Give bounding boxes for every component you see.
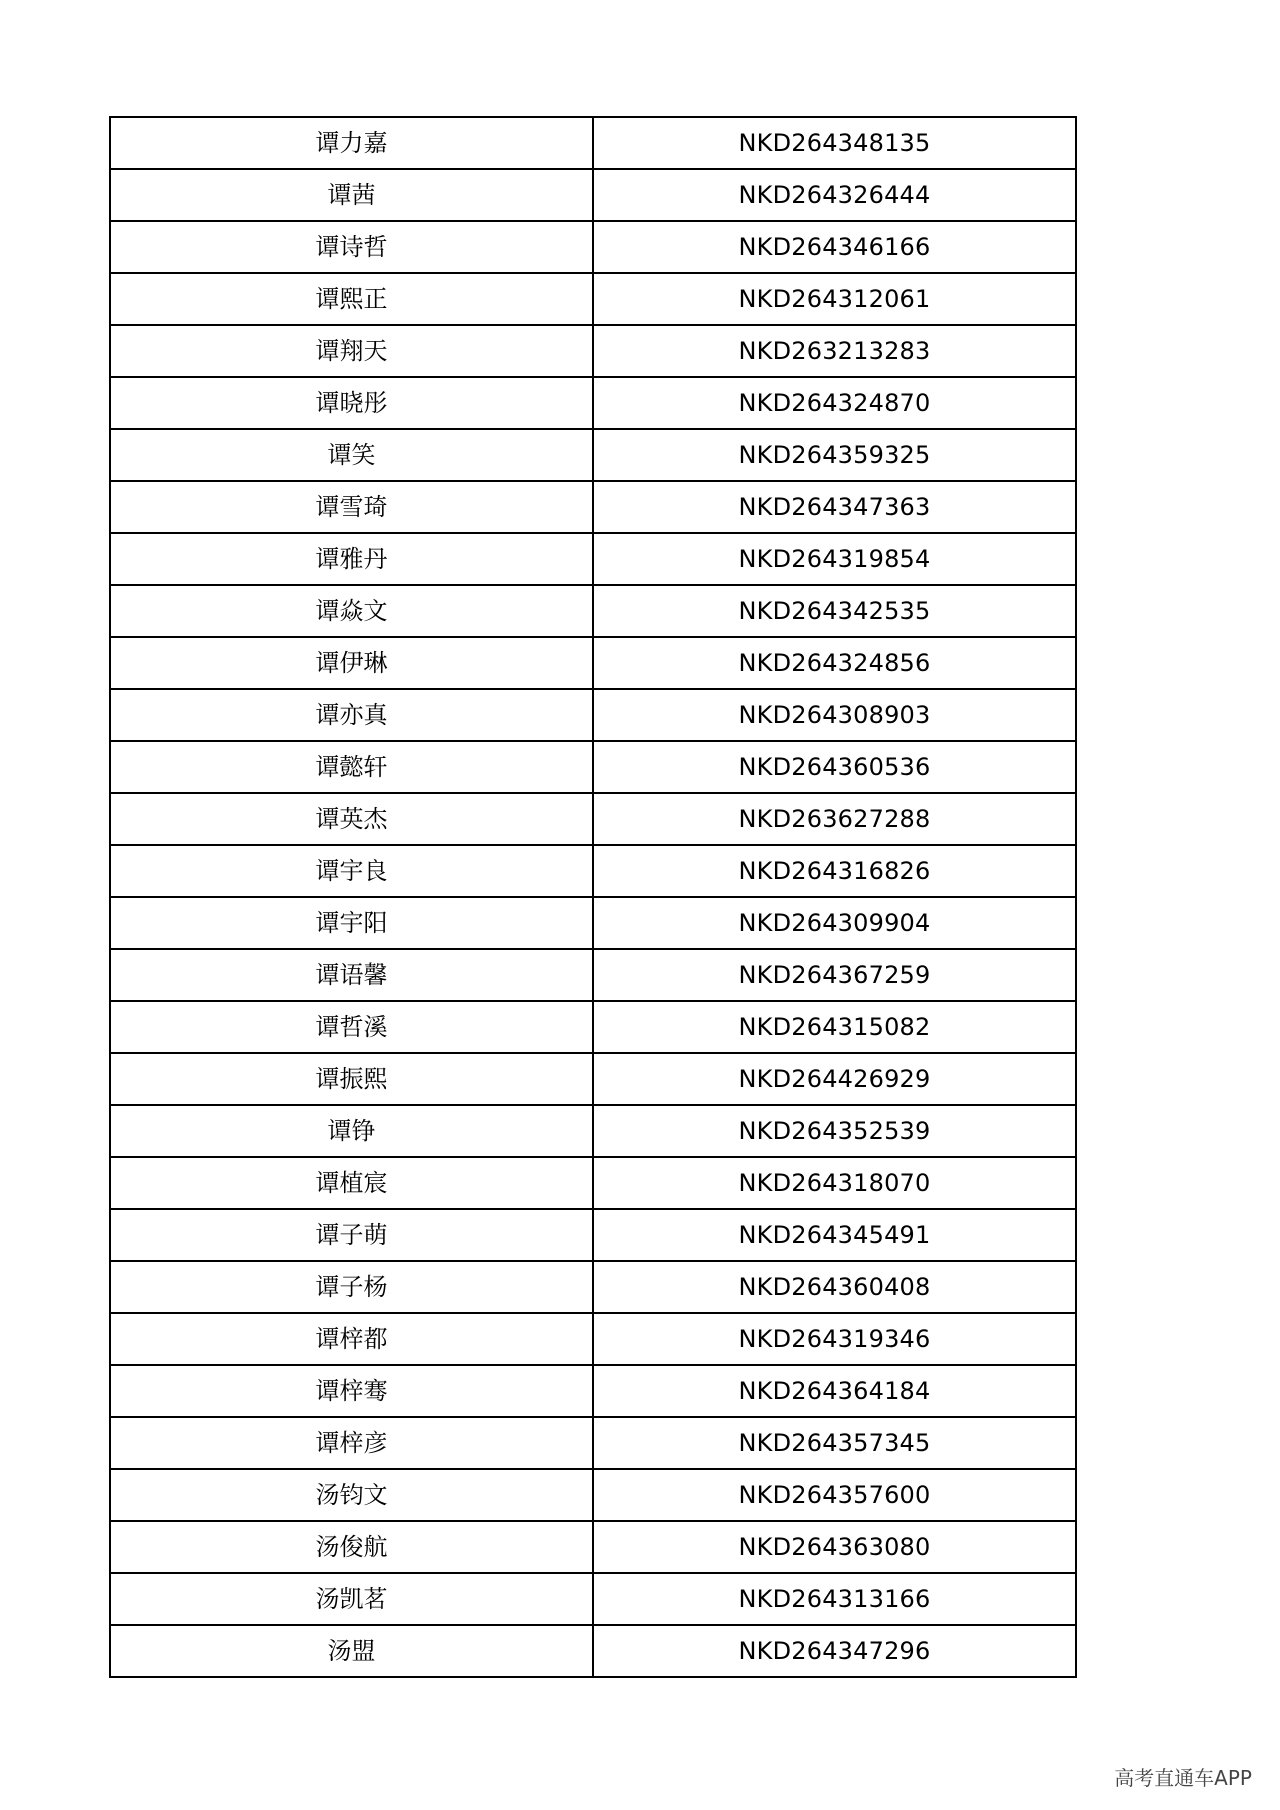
table-row xyxy=(110,1417,1076,1469)
id-cell: NKD264324870 xyxy=(593,377,1076,429)
table-row xyxy=(110,1521,1076,1573)
name-cell: 谭力嘉 xyxy=(110,117,593,169)
id-cell: NKD264357600 xyxy=(593,1469,1076,1521)
id-cell: NKD264312061 xyxy=(593,273,1076,325)
roster-body xyxy=(110,117,1076,1677)
id-cell: NKD264360536 xyxy=(593,741,1076,793)
name-cell: 谭诗哲 xyxy=(110,221,593,273)
table-row xyxy=(110,793,1076,845)
table-row xyxy=(110,169,1076,221)
name-cell: 谭茜 xyxy=(110,169,593,221)
name-cell: 谭子萌 xyxy=(110,1209,593,1261)
table-row xyxy=(110,741,1076,793)
id-cell: NKD264342535 xyxy=(593,585,1076,637)
name-cell: 谭亦真 xyxy=(110,689,593,741)
table-row xyxy=(110,949,1076,1001)
id-cell: NKD264319854 xyxy=(593,533,1076,585)
table-row xyxy=(110,637,1076,689)
id-cell: NKD264316826 xyxy=(593,845,1076,897)
id-cell: NKD264309904 xyxy=(593,897,1076,949)
name-cell: 谭振熙 xyxy=(110,1053,593,1105)
name-cell: 谭雪琦 xyxy=(110,481,593,533)
name-cell: 谭懿轩 xyxy=(110,741,593,793)
name-cell: 谭哲溪 xyxy=(110,1001,593,1053)
name-cell: 谭英杰 xyxy=(110,793,593,845)
id-cell: NKD264324856 xyxy=(593,637,1076,689)
id-cell: NKD264363080 xyxy=(593,1521,1076,1573)
table-row xyxy=(110,1209,1076,1261)
table-row xyxy=(110,897,1076,949)
id-cell: NKD263627288 xyxy=(593,793,1076,845)
table-row xyxy=(110,1365,1076,1417)
name-cell: 谭语馨 xyxy=(110,949,593,1001)
name-cell: 谭子杨 xyxy=(110,1261,593,1313)
table-row xyxy=(110,533,1076,585)
name-cell: 汤凯茗 xyxy=(110,1573,593,1625)
roster-table xyxy=(109,116,1077,1678)
name-cell: 谭植宸 xyxy=(110,1157,593,1209)
id-cell: NKD264313166 xyxy=(593,1573,1076,1625)
id-cell: NKD264348135 xyxy=(593,117,1076,169)
table-row xyxy=(110,1313,1076,1365)
name-cell: 谭宇良 xyxy=(110,845,593,897)
table-row xyxy=(110,221,1076,273)
name-cell: 谭伊琳 xyxy=(110,637,593,689)
name-cell: 谭梓骞 xyxy=(110,1365,593,1417)
table-row xyxy=(110,1001,1076,1053)
id-cell: NKD264308903 xyxy=(593,689,1076,741)
table-row xyxy=(110,1469,1076,1521)
name-cell: 汤俊航 xyxy=(110,1521,593,1573)
id-cell: NKD263213283 xyxy=(593,325,1076,377)
name-cell: 汤盟 xyxy=(110,1625,593,1677)
table-row xyxy=(110,1157,1076,1209)
name-cell: 谭梓都 xyxy=(110,1313,593,1365)
name-cell: 谭翔天 xyxy=(110,325,593,377)
id-cell: NKD264347296 xyxy=(593,1625,1076,1677)
id-cell: NKD264359325 xyxy=(593,429,1076,481)
table-row xyxy=(110,845,1076,897)
id-cell: NKD264364184 xyxy=(593,1365,1076,1417)
table-row xyxy=(110,1573,1076,1625)
name-cell: 谭焱文 xyxy=(110,585,593,637)
id-cell: NKD264346166 xyxy=(593,221,1076,273)
table-row xyxy=(110,585,1076,637)
name-cell: 汤钧文 xyxy=(110,1469,593,1521)
table-row xyxy=(110,377,1076,429)
table-row xyxy=(110,429,1076,481)
name-cell: 谭熙正 xyxy=(110,273,593,325)
id-cell: NKD264326444 xyxy=(593,169,1076,221)
table-row xyxy=(110,689,1076,741)
table-row xyxy=(110,273,1076,325)
name-cell: 谭宇阳 xyxy=(110,897,593,949)
id-cell: NKD264315082 xyxy=(593,1001,1076,1053)
id-cell: NKD264360408 xyxy=(593,1261,1076,1313)
id-cell: NKD264318070 xyxy=(593,1157,1076,1209)
table-row xyxy=(110,325,1076,377)
name-cell: 谭铮 xyxy=(110,1105,593,1157)
name-cell: 谭雅丹 xyxy=(110,533,593,585)
table-row xyxy=(110,1261,1076,1313)
id-cell: NKD264426929 xyxy=(593,1053,1076,1105)
id-cell: NKD264347363 xyxy=(593,481,1076,533)
id-cell: NKD264319346 xyxy=(593,1313,1076,1365)
id-cell: NKD264345491 xyxy=(593,1209,1076,1261)
table-row xyxy=(110,117,1076,169)
name-cell: 谭梓彦 xyxy=(110,1417,593,1469)
id-cell: NKD264357345 xyxy=(593,1417,1076,1469)
table-row xyxy=(110,481,1076,533)
id-cell: NKD264367259 xyxy=(593,949,1076,1001)
table-row xyxy=(110,1625,1076,1677)
id-cell: NKD264352539 xyxy=(593,1105,1076,1157)
watermark-text: 高考直通车APP xyxy=(1114,1766,1252,1790)
table-row xyxy=(110,1053,1076,1105)
name-cell: 谭晓彤 xyxy=(110,377,593,429)
table-row xyxy=(110,1105,1076,1157)
name-cell: 谭笑 xyxy=(110,429,593,481)
